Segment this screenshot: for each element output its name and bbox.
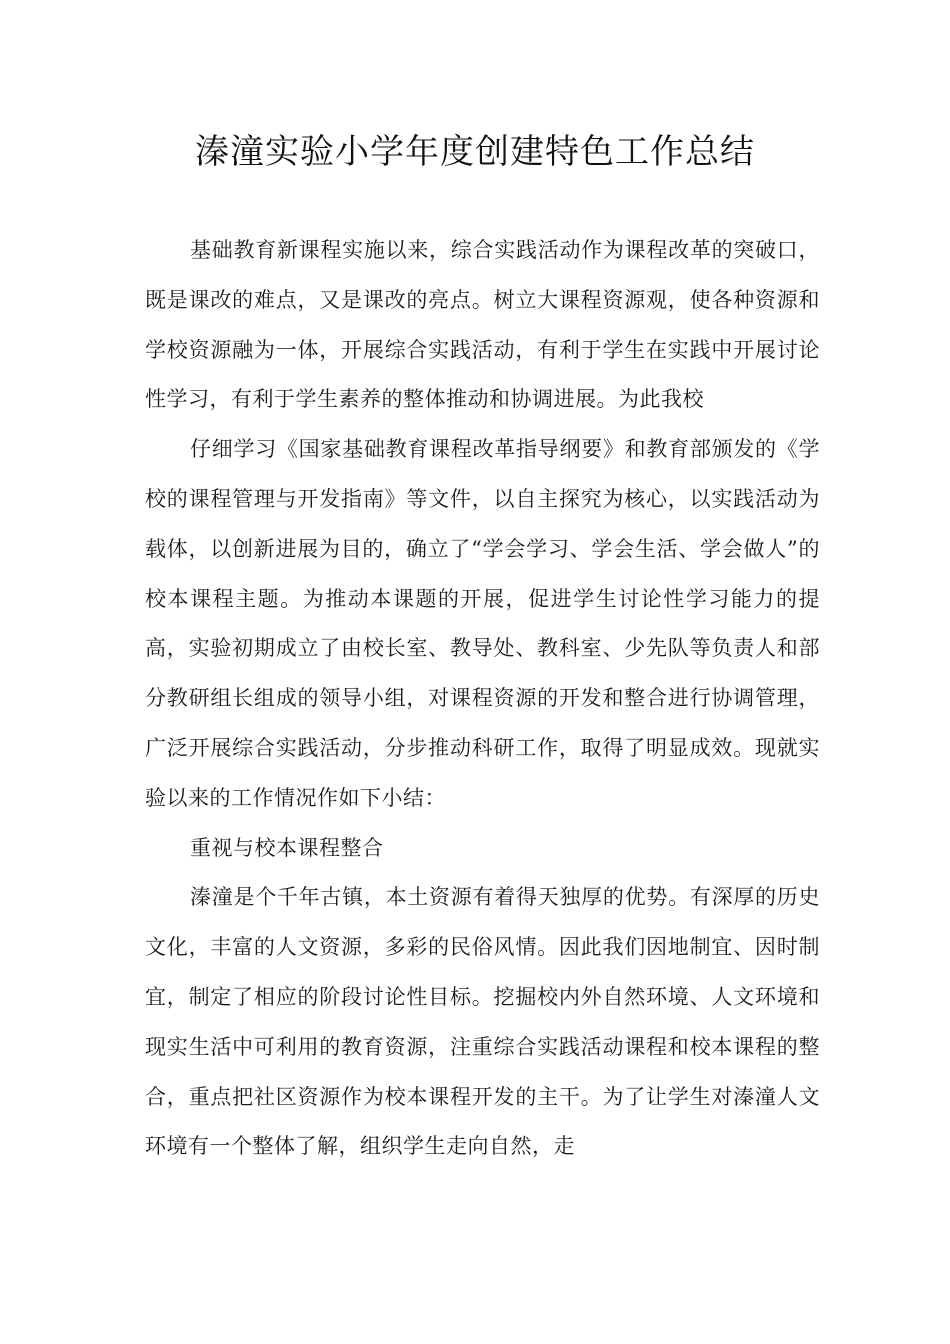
- section-heading: 重视与校本课程整合: [190, 835, 384, 860]
- document-title: 溱潼实验小学年度创建特色工作总结: [195, 132, 755, 172]
- paragraph-local-resources: 溱潼是个千年古镇，本土资源有着得天独厚的优势。有深厚的历史文化，丰富的人文资源，多彩的民俗风情。因此我们因地制宜、因时制宜，制定了相应的阶段讨论性目标。挖掘校内外自然环境、人文环境和现实生活中可利用的教育资源，注重综合实践活动课程和校本课程的整合，重点把社区资源作为校本课程开发的主干。为了让学生对溱潼人文环境有一个整体了解，组织学生走向自然，走: [145, 885, 820, 1159]
- paragraph-intro: 基础教育新课程实施以来，综合实践活动作为课程改革的突破口，既是课改的难点，又是课改的亮点。树立大课程资源观，使各种资源和学校资源融为一体，开展综合实践活动，有利于学生在实践中开展讨论性学习，有利于学生素养的整体推动和协调进展。为此我校: [145, 238, 820, 412]
- paragraph-study: 仔细学习《国家基础教育课程改革指导纲要》和教育部颁发的《学校的课程管理与开发指南》等文件，以自主探究为核心，以实践活动为载体，以创新进展为目的，确立了“学会学习、学会生活、学会做人”的校本课程主题。为推动本课题的开展，促进学生讨论性学习能力的提高，实验初期成立了由校长室、教导处、教科室、少先队等负责人和部分教研组长组成的领导小组，对课程资源的开发和整合进行协调管理，广泛开展综合实践活动，分步推动科研工作，取得了明显成效。现就实验以来的工作情况作如下小结：: [145, 437, 820, 810]
- document-body: [145, 226, 820, 1172]
